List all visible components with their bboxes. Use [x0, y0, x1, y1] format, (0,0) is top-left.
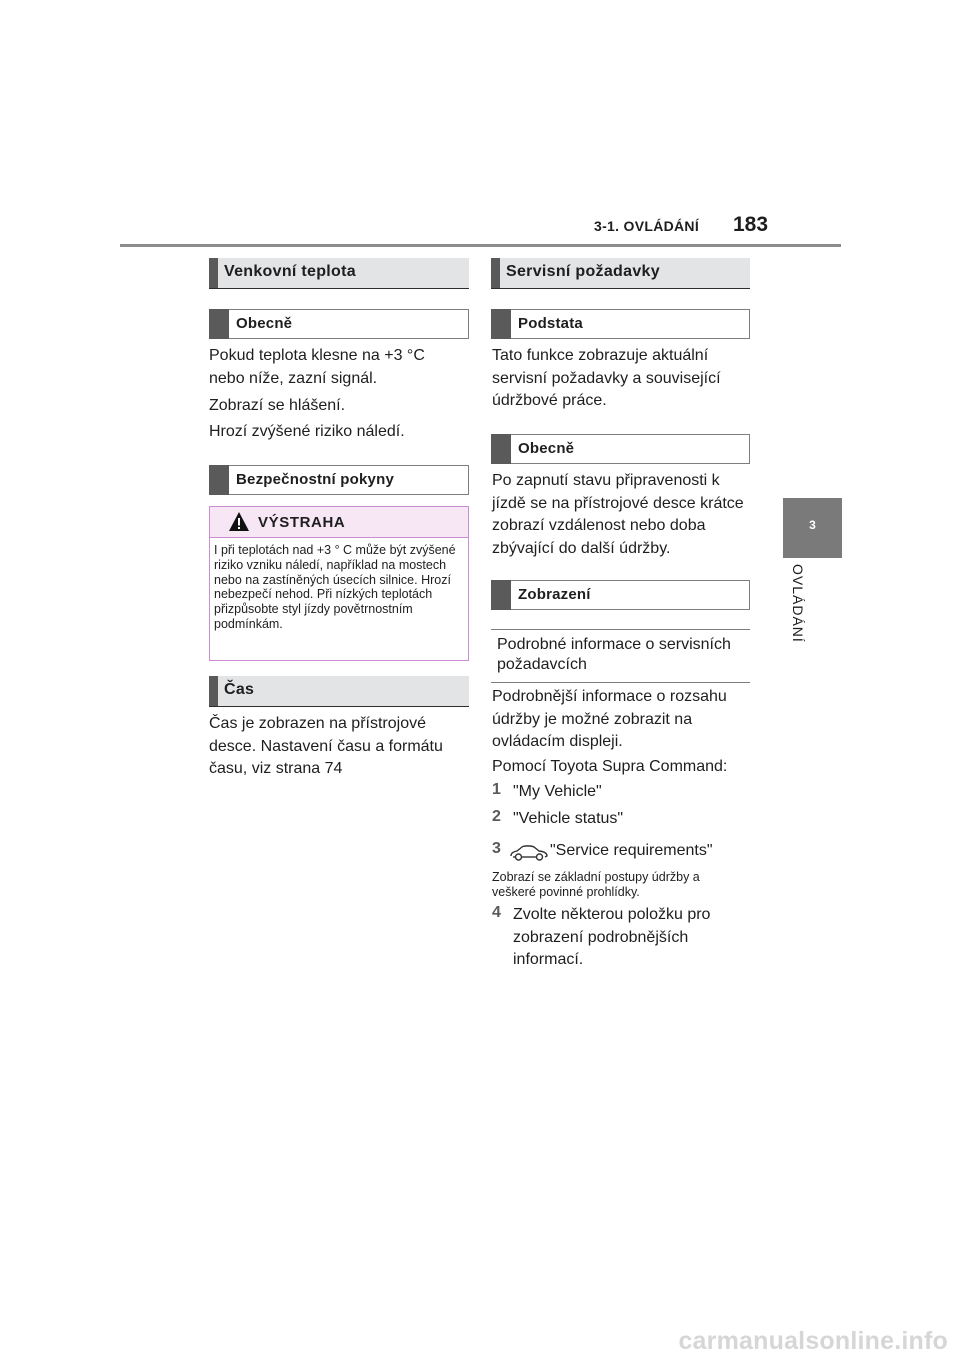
page-number: 183 — [733, 213, 769, 236]
paragraph: Zobrazí se hlášení. — [209, 397, 346, 414]
chapter-label: OVLÁDÁNÍ — [790, 564, 806, 643]
car-icon — [509, 843, 549, 861]
header-rule — [120, 244, 841, 247]
subsection-safety: Bezpečnostní pokyny — [209, 465, 469, 495]
subsection-essence: Podstata — [491, 309, 750, 339]
detail-heading: Podrobné informace o servisních požadavcích — [497, 636, 731, 673]
paragraph: Pokud teplota klesne na +3 °C nebo níže, zazní signál. — [209, 347, 425, 387]
paragraph: Podrobnější informace o rozsahu údržby je možné zobrazit na ovládacím displeji. — [492, 688, 727, 750]
paragraph: Pomocí Toyota Supra Command: — [492, 758, 728, 775]
section-title: Venkovní teplota — [224, 263, 356, 280]
warning-triangle-icon — [228, 511, 250, 532]
paragraph: Čas je zobrazen na přístrojové desce. Nastavení času a formátu času, viz strana 74 — [209, 715, 443, 777]
watermark: carmanualsonline.info — [678, 1327, 948, 1355]
subsection-general-right: Obecně — [491, 434, 750, 464]
section-outside-temperature — [209, 258, 469, 289]
detail-heading-box — [491, 629, 750, 683]
paragraph: Po zapnutí stavu připravenosti k jízdě se na přístrojové desce krátce zobrazí vzdálenost nebo doba zbývající do další údržby. — [492, 472, 744, 557]
note-text: Zobrazí se základní postupy údržby a veškeré povinné prohlídky. — [492, 870, 700, 899]
subsection-general-left: Obecně — [209, 309, 469, 339]
paragraph: Hrozí zvýšené riziko náledí. — [209, 423, 405, 440]
warning-text: I při teplotách nad +3 ° C může být zvýšené riziko vzniku náledí, například na mostech nebo na zastíněných úsecích silnice. Hrozí nebezpečí nehod. Při nízkých teplotách přizpůsobte styl jízdy povětrnostním podmínkám. — [214, 543, 456, 631]
warning-title: VÝSTRAHA — [258, 514, 346, 531]
subsection-display: Zobrazení — [491, 580, 750, 610]
warning-box — [209, 506, 469, 661]
section-title: Čas — [224, 681, 255, 698]
section-title: Servisní požadavky — [506, 263, 660, 280]
section-time — [209, 676, 469, 707]
chapter-tab: 3 — [783, 498, 842, 558]
header-section-title: 3-1. OVLÁDÁNÍ — [594, 218, 700, 234]
section-service-requirements — [491, 258, 750, 289]
paragraph: Tato funkce zobrazuje aktuální servisní požadavky a související údržbové práce. — [492, 347, 721, 409]
